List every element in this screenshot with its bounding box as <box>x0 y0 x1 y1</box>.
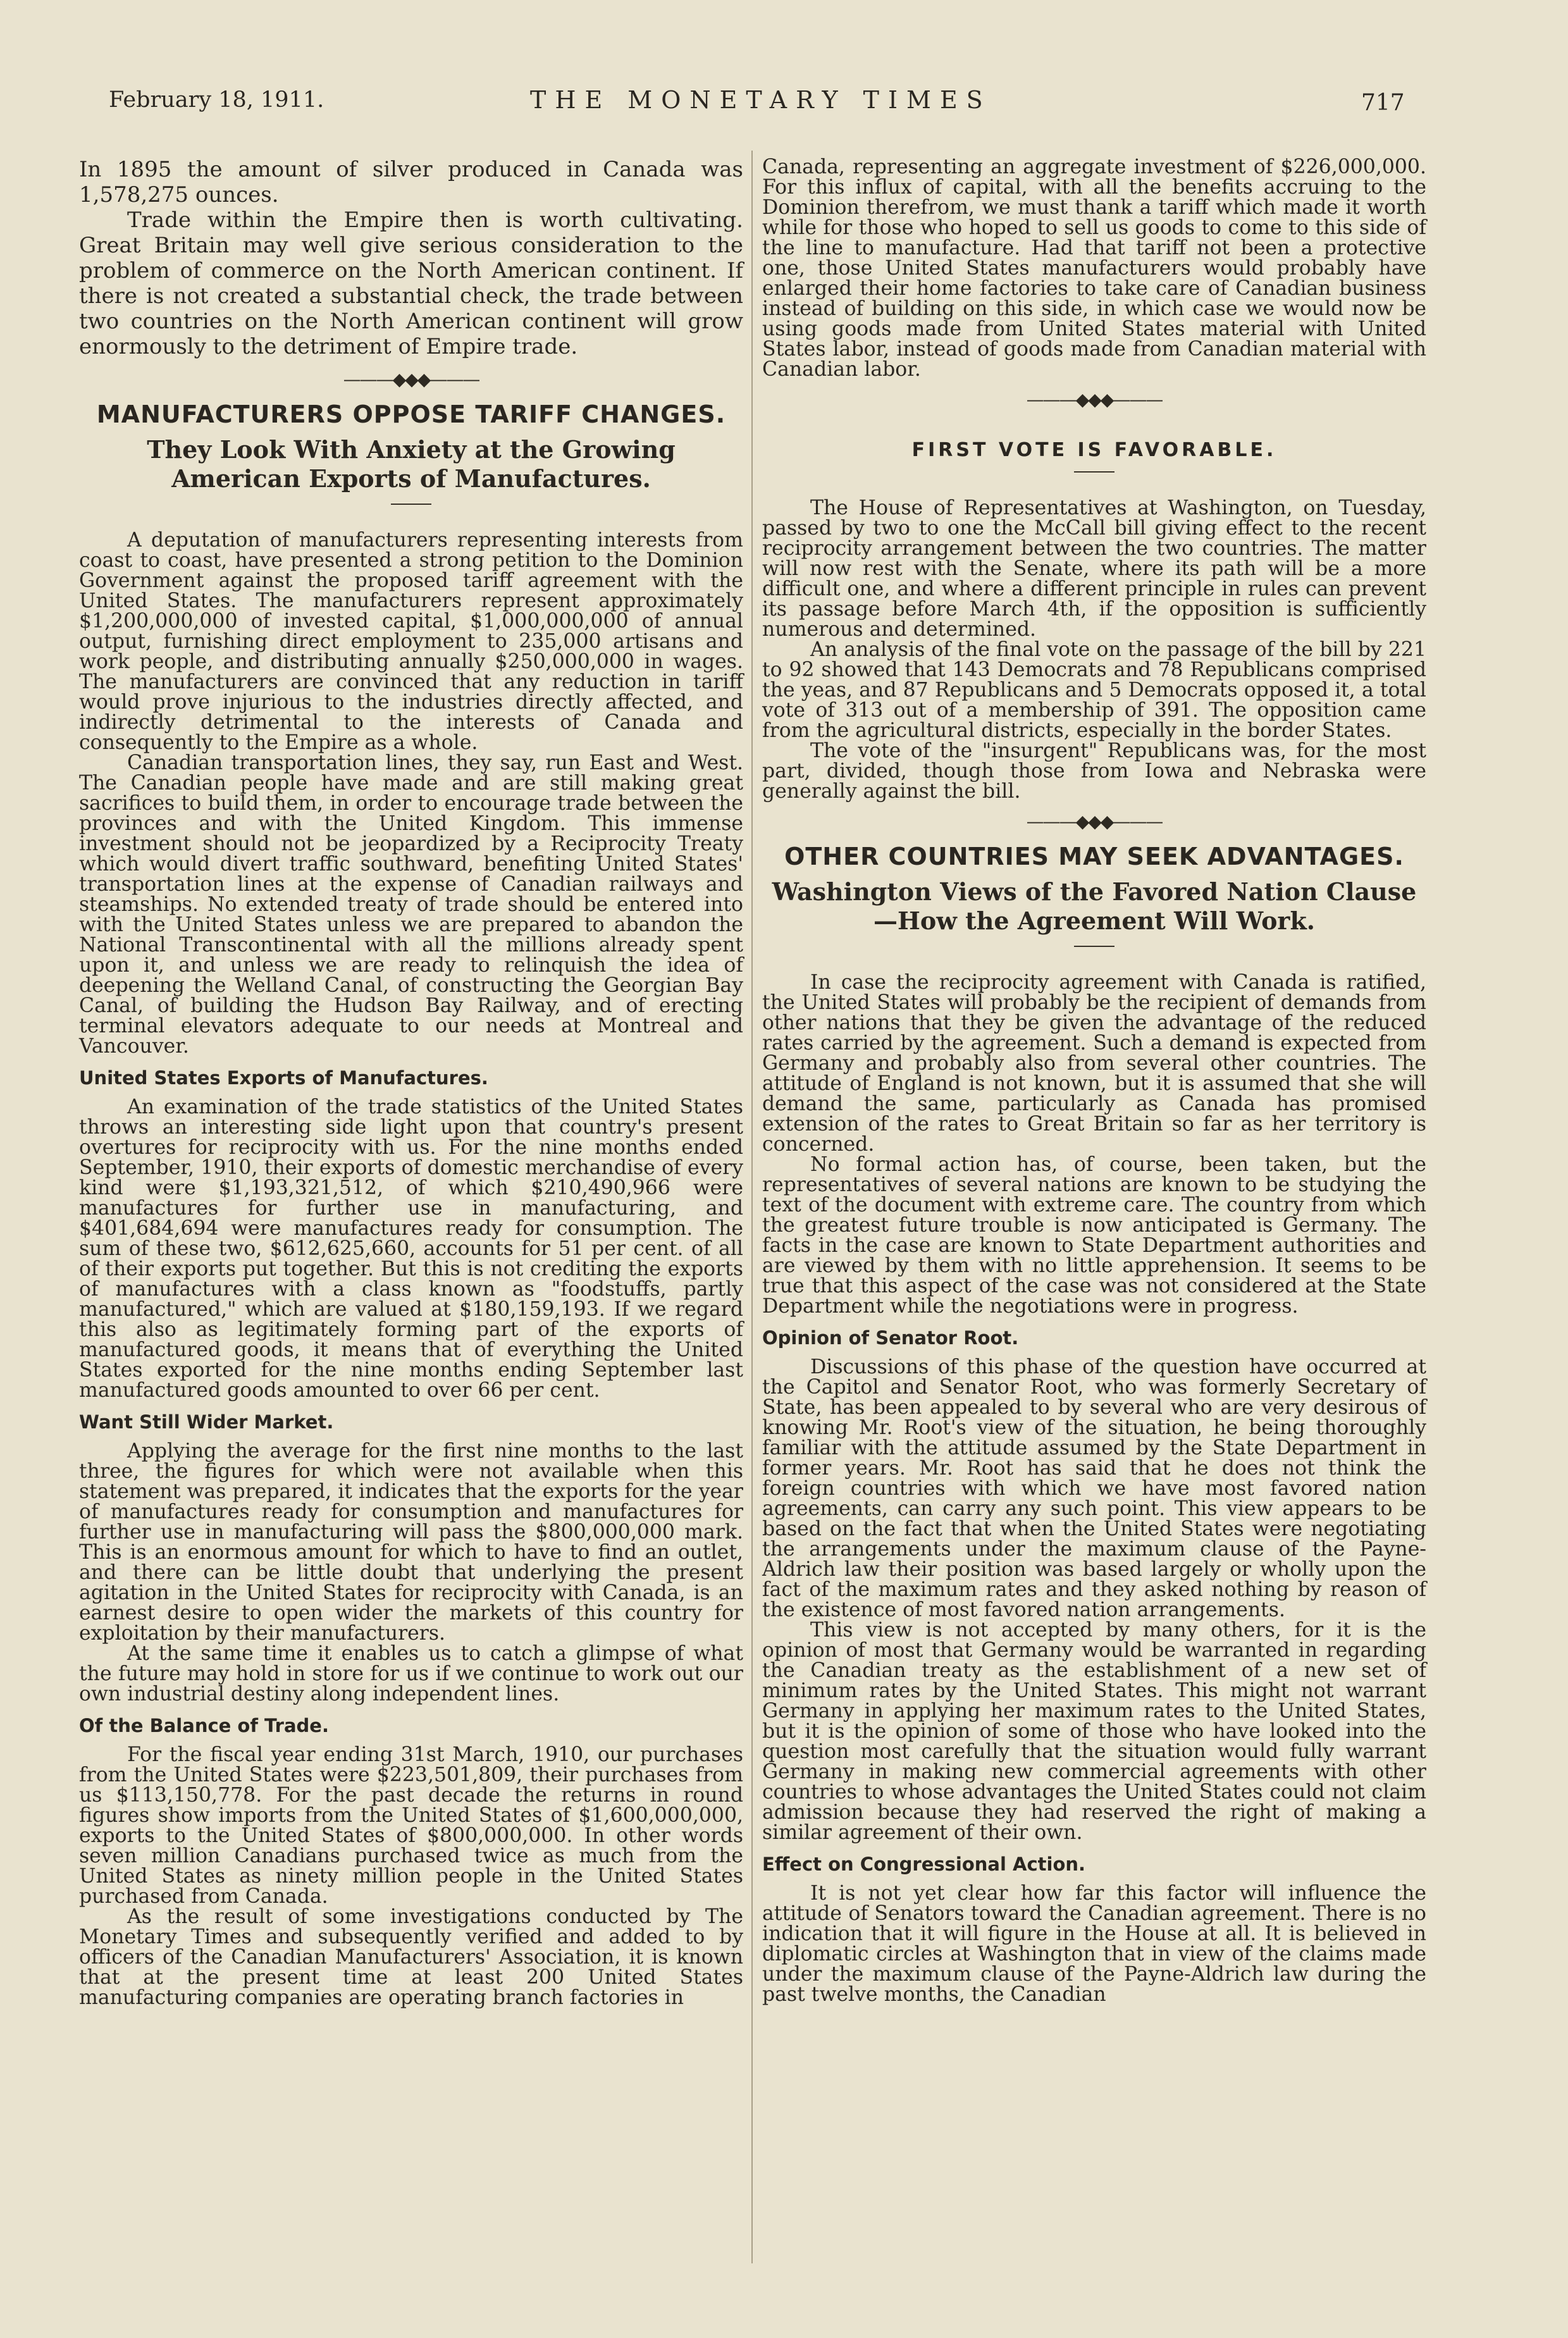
paragraph: Trade within the Empire then is worth cultivating. Great Britain may well give serious consideration to the problem of commerce on the North American continent. If there is not created a substantial check, the trade between two countries on the North American continent will grow enormously to the detriment of Empire trade. <box>79 207 743 359</box>
article-title: FIRST VOTE IS FAVORABLE. <box>911 439 1277 461</box>
page-header <box>0 87 1568 125</box>
paragraph: Discussions of this phase of the question have occurred at the Capitol and Senator Root, who was formerly Secretary of State, has been appealed to by several who are very desirous of knowing Mr. Root's view of the situation, he being thoroughly familiar with the attitude assumed by the State Department in former years. Mr. Root has said that he does not think the foreign countries with which we have most favored nation agreements, can carry any such point. This view appears to be based on the fact that when the United States were negotiating the arrangements under the maximum clause of the Payne-Aldrich law their position was based largely or wholly upon the fact of the maximum rates and they asked nothing by reason of the existence of most favored nation arrangements. <box>762 1356 1426 1621</box>
paragraph: This view is not accepted by many others, for it is the opinion of most that Germany would be warranted in regarding the Canadian treaty as the establishment of a new set of minimum rates by the United States. This might not warrant Germany in applying her maximum rates to the United States, but it is the opinion of some of those who have looked into the question most carefully that the situation would fully warrant Germany in making new commercial agreements with other countries to whose advantages the United States could not claim admission because they had reserved the right of making a similar agreement of their own. <box>762 1619 1426 1844</box>
paragraph: The House of Representatives at Washington, on Tuesday, passed by two to one the McCall bill giving effect to the recent reciprocity arrangement between the two countries. The matter will now rest with the Senate, where its path will be a more difficult one, and where a different principle in rules can prevent its passage before March 4th, if the opposition is sufficiently numerous and determined. <box>762 497 1426 641</box>
section-ornament: ———◆◆◆——— <box>1026 389 1163 410</box>
issue-date: February 18, 1911. <box>109 87 324 113</box>
publication-title: THE MONETARY TIMES <box>530 86 992 114</box>
paragraph: An analysis of the final vote on the passage of the bill by 221 to 92 showed that 143 Democrats and 78 Republicans comprised the yeas, and 87 Republicans and 5 Democrats opposed it, a total vote of 313 out of a membership of 391. The opposition came from the agricultural districts, especially in the border States. <box>762 638 1426 742</box>
column-rule <box>751 151 753 2263</box>
paragraph: The vote of the "insurgent" Republicans was, for the most part, divided, though those from Iowa and Nebraska were generally against the bill. <box>762 739 1426 803</box>
paragraph: As the result of some investigations conducted by The Monetary Times and subsequently verified and added to by officers of the Canadian Manufacturers' Association, it is known that at the present time at least 200 United States manufacturing companies are operating branch factories in <box>79 1905 743 2009</box>
short-rule <box>1074 471 1114 473</box>
short-rule <box>391 504 431 505</box>
right-column <box>762 157 1426 2005</box>
section-heading: Want Still Wider Market. <box>79 1411 334 1433</box>
paragraph: Applying the average for the first nine months to the last three, the figures for which were not available when this statement was prepared, it indicates that the exports for the year of manufactures ready for consumption and manufactures for further use in manufacturing will pass the $800,000,000 mark. This is an enormous amount for which to have to find an outlet, and there can be little doubt that underlying the present agitation in the United States for reciprocity with Canada, is an earnest desire to open wider the markets of this country for exploitation by their manufacturers. <box>79 1440 743 1645</box>
section-heading: Of the Balance of Trade. <box>79 1715 329 1736</box>
paragraph: Canada, representing an aggregate investment of $226,000,000. For this influx of capital, with all the benefits accruing to the Dominion therefrom, we must thank a tariff which made it worth while for those who hoped to sell us goods to come to this side of the line to manufacture. Had that tariff not been a protective one, those United States manufacturers would probably have enlarged their home factories to take care of Canadian business instead of building on this side, in which case we would now be using goods made from United States material with United States labor, instead of goods made from Canadian material with Canadian labor. <box>762 156 1426 381</box>
section-heading: United States Exports of Manufactures. <box>79 1067 488 1089</box>
page-number: 717 <box>1361 90 1405 116</box>
section-ornament: ———◆◆◆——— <box>343 369 479 390</box>
paragraph: Canadian transportation lines, they say, run East and West. The Canadian people have made and are still making great sacrifices to build them, in order to encourage trade between the provinces and with the United Kingdom. This immense investment should not be jeopardized by a Reciprocity Treaty which would divert traffic southward, benefiting United States' transportation lines at the expense of Canadian railways and steamships. No extended treaty of trade should be entered into with the United States unless we are prepared to abandon the National Transcontinental with all the millions already spent upon it, and unless we are ready to relinquish the idea of deepening the Welland Canal, of constructing the Georgian Bay Canal, of building the Hudson Bay Railway, and of erecting terminal elevators adequate to our needs at Montreal and Vancouver. <box>79 752 743 1058</box>
paragraph: No formal action has, of course, been taken, but the representatives of several nations are known to be studying the text of the document with extreme care. The country from which the greatest future trouble is now anticipated is Germany. The facts in the case are known to State Department authorities and are viewed by them with no little apprehension. It seems to be true that this aspect of the case was not considered at the State Department while the negotiations were in progress. <box>762 1153 1426 1318</box>
paragraph: For the fiscal year ending 31st March, 1910, our purchases from the United States were $223,501,809, their purchases from us $113,150,778. For the past decade the returns in round figures show imports from the United States of $1,600,000,000, exports to the United States of $800,000,000. In other words seven million Canadians purchased twice as much from the United States as ninety million people in the United States purchased from Canada. <box>79 1743 743 1908</box>
section-ornament: ———◆◆◆——— <box>1026 811 1163 832</box>
paragraph: In 1895 the amount of silver produced in Canada was 1,578,275 ounces. <box>79 157 743 207</box>
left-column <box>79 157 743 2008</box>
paragraph: It is not yet clear how far this factor will influence the attitude of Senators toward the Canadian agreement. There is no indication that it will figure in the House at all. It is believed in diplomatic circles at Washington that in view of the claims made under the maximum clause of the Payne-Aldrich law during the past twelve months, the Canadian <box>762 1882 1426 2006</box>
article-title: OTHER COUNTRIES MAY SEEK ADVANTAGES. <box>784 843 1404 870</box>
article-subtitle: They Look With Anxiety at the Growing American Exports of Manufactures. <box>147 435 676 493</box>
paragraph: In case the reciprocity agreement with Canada is ratified, the United States will probably be the recipient of demands from other nations that they be given the advantage of the reduced rates carried by the agreement. Such a demand is expected from Germany and probably also from several other countries. The attitude of England is not known, but it is assumed that she will demand the same, particularly as Canada has promised extension of the rates to Great Britain so far as her territory is concerned. <box>762 971 1426 1156</box>
article-subtitle: Washington Views of the Favored Nation Clause—How the Agreement Will Work. <box>772 877 1417 935</box>
paragraph: An examination of the trade statistics of the United States throws an interesting side light upon that country's present overtures for reciprocity with us. For the nine months ended September, 1910, their exports of domestic merchandise of every kind were $1,193,321,512, of which $210,490,966 were manufactures for further use in manufacturing, and $401,684,694 were manufactures ready for consumption. The sum of these two, $612,625,660, accounts for 51 per cent. of all of their exports put together. But this is not crediting the exports of manufactures with a class known as "foodstuffs, partly manufactured," which are valued at $180,159,193. If we regard this also as legitimately forming part of the exports of manufactured goods, it means that of everything the United States exported for the nine months ending September last manufactured goods amounted to over 66 per cent. <box>79 1096 743 1402</box>
short-rule <box>1074 946 1114 947</box>
section-heading: Effect on Congressional Action. <box>762 1853 1086 1875</box>
paragraph: A deputation of manufacturers representing interests from coast to coast, have presented a strong petition to the Dominion Government against the proposed tariff agreement with the United States. The manufacturers represent approximately $1,200,000,000 of invested capital, $1,000,000,000 of annual output, furnishing direct employment to 235,000 artisans and work people, and distributing annually $250,000,000 in wages. The manufacturers are convinced that any reduction in tariff would prove injurious to the industries directly affected, and indirectly detrimental to the interests of Canada and consequently to the Empire as a whole. <box>79 529 743 754</box>
paragraph: At the same time it enables us to catch a glimpse of what the future may hold in store for us if we continue to work out our own industrial destiny along independent lines. <box>79 1642 743 1705</box>
article-title: MANUFACTURERS OPPOSE TARIFF CHANGES. <box>96 400 726 428</box>
section-heading: Opinion of Senator Root. <box>762 1327 1019 1349</box>
